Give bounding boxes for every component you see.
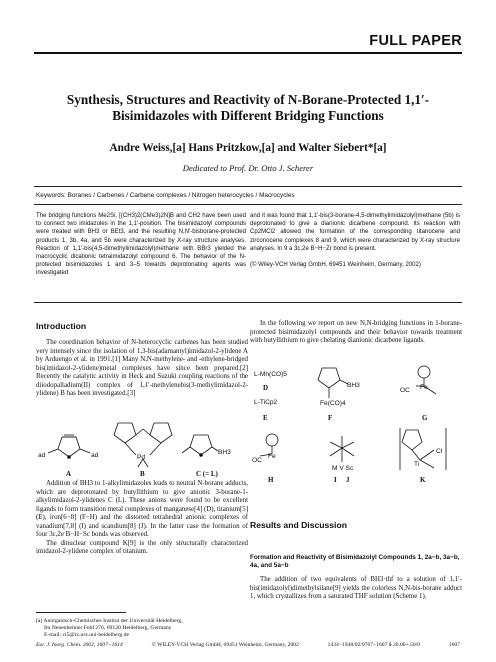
scheme-ABC xyxy=(36,413,248,479)
intro-col-2 xyxy=(36,480,248,557)
abstract-right xyxy=(250,212,460,269)
abstract-rule xyxy=(34,302,462,303)
label-G: G xyxy=(422,414,428,422)
keywords-rule-top xyxy=(34,186,462,187)
structure-B-pd: Pd xyxy=(137,454,146,461)
results-paragraph-1: The addition of two equivalents of BH3·thf to a solution of 1,1′-bis(imidazolyl)dimethylsilane[9] yields the colorless N,N-bis-borane adduct 1, which crystallizes from a saturated THF solution (Scheme 1). xyxy=(250,576,462,601)
structure-G-fe: Fe xyxy=(420,384,428,391)
results-subheading: Formation and Reactivity of Bisimidazolyl Compounds 1, 2a−b, 3a−b, 4a, and 5a−b xyxy=(250,554,460,569)
section-label: FULL PAPER xyxy=(369,33,462,49)
label-I: I xyxy=(334,476,337,484)
label-B: B xyxy=(140,470,145,478)
label-A: A xyxy=(66,470,72,478)
label-E: E xyxy=(263,414,268,422)
label-H: H xyxy=(268,476,274,484)
structure-F-bh3: BH3 xyxy=(347,382,360,389)
structure-E-text: L-TiCp2 xyxy=(254,399,278,406)
structure-H-oc: OC xyxy=(252,457,262,464)
intro-paragraph-1: The coordination behavior of N-heterocyclic carbenes has been studied very intensely since the isolation of 1,3-bis(adamantyl)imidazol-2-ylidene A by Arduengo et al. in 1991.[1] Many N,N-methylene- and -ethylene-bridged bis(imidazol-2-ylidene)metal complexes have since been prepared.[2] Recently the catalytic activity in Heck and Suzuki coupling reactions of the diiodopalladium(II) complex of 1,1′-methylenebis(3-methylimidazol-2-ylidene) B has been investigated.[3] xyxy=(36,339,248,398)
affiliation-footnote xyxy=(36,618,248,638)
keywords-rule-bottom xyxy=(34,204,462,205)
structure-A-ad-left: ad xyxy=(38,452,46,459)
structure-C-bh3: BH3 xyxy=(218,449,231,456)
structure-IJ xyxy=(330,436,354,462)
structure-K-ti: Ti xyxy=(414,461,420,468)
article-title: Synthesis, Structures and Reactivity of N-Borane-Protected 1,1′-Bisimidazoles with Different Bridging Functions xyxy=(66,92,430,123)
structure-K-cl: Cl xyxy=(436,448,443,455)
label-K: K xyxy=(420,476,426,484)
results-heading: Results and Discussion xyxy=(250,520,347,530)
structure-H-fe: Fe xyxy=(268,453,276,460)
intro-paragraph-4: In the following we report on new N,N-bridging functions in 1-borane-protected bisimidazolyl compounds and their behavior towards treatment with butyllithium to give chelating dianionic dicarbene ligands. xyxy=(250,320,462,345)
label-D: D xyxy=(263,384,269,392)
structure-D-text: L-Mn(CO)5 xyxy=(254,371,287,378)
footer-journal: Eur. J. Inorg. Chem. 2002, 1607−1614 xyxy=(36,642,123,648)
intro-paragraph-2: Addition of BH3 to 1-alkylimidazoles leads to neutral N-borane adducts, which are deprotonated by butyllithium to give anionic 3-borane-1-alkylimidazol-2-ylidenes C (L). These anions were found to be excellent ligands to form transition metal complexes of manganese[4] (D), titanium[5] (E), iron[6−8] (F−H) and the distorted tetrahedral anionic complexes of vanadium[7,8] (I) and scandium[8] (J). In the latter case the formation of four 3c,2e B−H−Sc bonds was observed. xyxy=(36,480,248,539)
label-J: J xyxy=(346,476,350,484)
dedication: Dedicated to Prof. Dr. Otto J. Scherer xyxy=(182,163,314,173)
footer-page: 1607 xyxy=(448,642,460,648)
label-C: C (= L) xyxy=(196,470,218,478)
structure-F-fe: Fe(CO)4 xyxy=(320,400,346,407)
footer-publisher: © WILEY-VCH Verlag GmbH, 69451 Weinheim, Germany, 2002 xyxy=(151,642,299,648)
footnote-rule xyxy=(36,612,126,613)
affiliation-line-1: [a] Anorganisch-Chemisches Institut der Universität Heidelberg, xyxy=(36,618,183,624)
structure-C xyxy=(182,435,218,456)
intro-col-3 xyxy=(250,320,462,346)
structure-IJ-metals: M V Sc xyxy=(332,465,354,472)
structure-F xyxy=(318,368,348,398)
footer-issn: 1434−1948/02/0707−1607 $ 20.00+.50/0 xyxy=(327,642,421,648)
scheme-D-to-K xyxy=(250,358,462,486)
affiliation-email: E-mail: ci5@ix.urz.uni-heidelberg.de xyxy=(44,631,130,638)
intro-paragraph-3: The dinuclear compound K[9] is the only structurally characterized imidazol-2-ylidene complex of titanium. xyxy=(36,539,248,556)
abstract-right-text: and it was found that 1,1′-bis(3-borane-4,5-dimethylimidazolyl)methane (5b) is deprotonated to give a dianionic dicarbene compound. Its reaction with Cp2MCl2 allowed the formation of the corresponding titanocene and zirconocene complexes 8 and 9, which were characterized by X-ray structure analyses. In 9 a 3c,2e B−H−Zr bond is present. xyxy=(250,213,460,252)
article-authors: Andre Weiss,[a] Hans Pritzkow,[a] and Walter Siebert*[a] xyxy=(109,142,387,154)
copyright-line: (© Wiley-VCH Verlag GmbH, 69451 Weinheim, Germany, 2002) xyxy=(250,262,421,269)
keywords: Keywords: Boranes / Carbenes / Carbene complexes / Nitrogen heterocycles / Macrocycles xyxy=(36,192,295,199)
structure-G-oc: OC xyxy=(400,387,410,394)
page-footer xyxy=(36,642,460,648)
structure-A-ad-right: ad xyxy=(91,452,99,459)
intro-col-1 xyxy=(36,339,248,399)
results-col xyxy=(250,576,462,602)
intro-heading: Introduction xyxy=(36,321,87,331)
abstract-left: The bridging functions Me2Si, [(CH3)2(CMe3)2N]B and CH2 have been used to connect two imidazoles in the 1,1′-position. The bisimidazolyl compounds were treated with BH3 or BEt3, and the resulting N,N′-bisborane-protected products 1, 3b, 4a, and 5b were characterized by X-ray structure analyses. Reaction of 1,1′-bis(4,5-dimethylimidazolyl)methane with BBr3 yielded the macrocyclic dicationic tetraimidazolyl compound 6. The behavior of the N-protected bisimidazoles 1 and 3–5 towards deprotonating agents was investigated xyxy=(36,213,246,277)
affiliation-line-2: Im Neuenheimer Feld 276, 69120 Heidelberg, Germany xyxy=(44,624,172,631)
label-F: F xyxy=(328,414,333,422)
header-rule xyxy=(34,52,462,54)
structure-A xyxy=(48,435,90,458)
